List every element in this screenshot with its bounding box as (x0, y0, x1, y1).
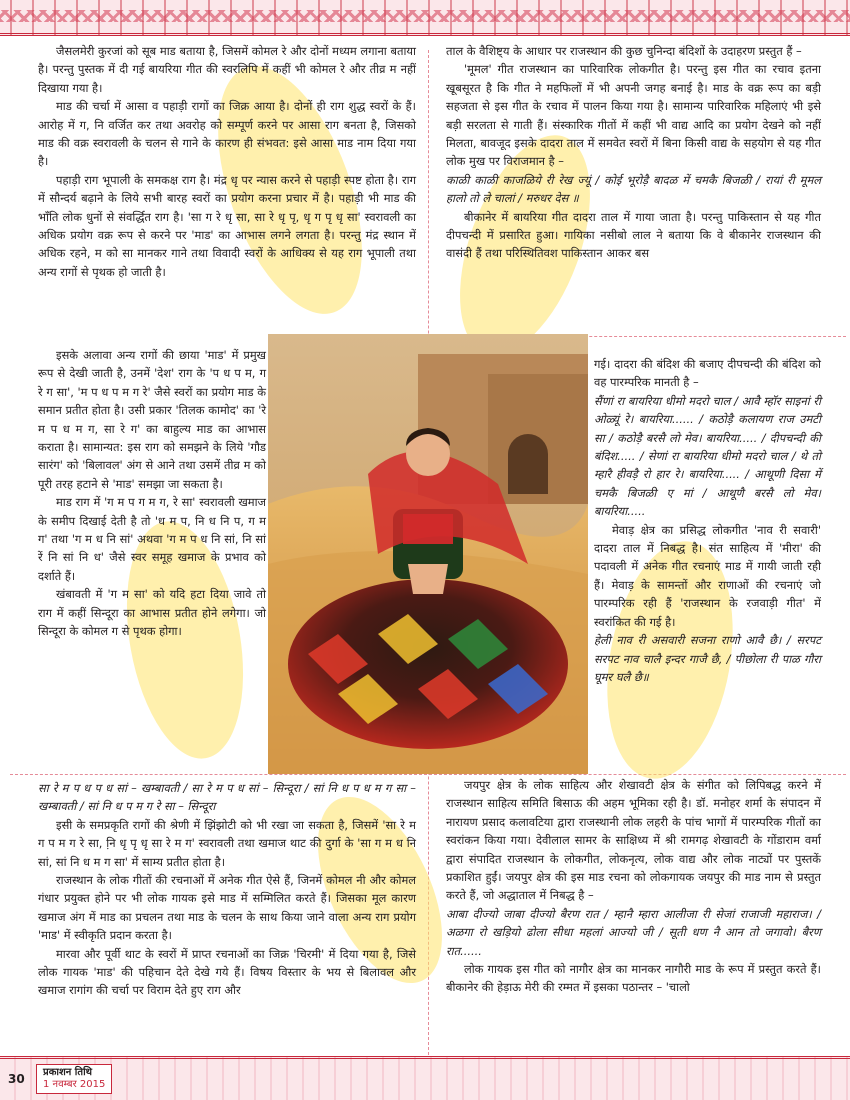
section-divider (10, 774, 846, 775)
paragraph: 'मूमल' गीत राजस्थान का पारिवारिक लोकगीत है। परन्तु इस गीत का रचाव इतना खूबसूरत है कि गीत ने महफिलों में भी अपनी जगह बनाई है। माड के वक्र रूप का बड़ी सहजता से इस गीत के रचाव में पालन किया गया है। सामान्य पारिवारिक महिलाएं भी इसे बड़ी सरलता से गाती हैं। संस्कारिक गीतों में कहीं भी वाद्य आदि का प्रयोग देखने को नहीं मिलता, बावजूद इसके दादरा ताल में समवेत स्वरों में बिना किसी वाद्य के सहयोग से यह गीत लोक मुख पर विराजमान है – (446, 62, 821, 169)
paragraph: इसी के समप्रकृति रागों की श्रेणी में झिंझोटी को भी रखा जा सकता है, जिसमें 'सा रे म ग प म ग रे सा, नि़ धृ पृ धृ सा रे म ग' स्वरावली तथा खमाज थाट की दुर्गा के 'सा ग म ध नि सां, सां नि ध म ग सा' में साम्य प्रतीत होता है। (38, 817, 416, 869)
publication-label: प्रकाशन तिथि (43, 1067, 93, 1078)
publication-date: 1 नवम्बर 2015 (43, 1079, 106, 1090)
paragraph: बीकानेर में बायरिया गीत दादरा ताल में गाया जाता है। परन्तु पाकिस्तान से यह गीत दीपचन्दी में प्रसारित हुआ। गायिका नसीबो लाल ने बताया कि वे बीकानेर राजस्थान की वासंदी हैं तथा परिस्थितिवश पाकिस्तान आकर बस (446, 209, 821, 261)
verse: आबा दीज्यो जाबा दीज्यो बैरण रात / म्हानै म्हारा आलीजा री सेजां राजाजी महाराज। / अळगा रो खड़ियो ढोला सीधा महलां आज्यो जी / सूती धण नै आन तो जगावो। बैरण रात...... (446, 906, 821, 958)
verse: सैंणां रा बायरिया धीमो मदरो चाल / आवै म्हॉर साइनां री ओळ्यूं रे। बायरिया...... / कठोड़ै कलायण राज उमटी सा / कठोड़ै बरसै लो मेव। बायरिया..... / दीपचन्दी की बंदिश..... / सेणां रा बायरिया धीमो मदरो चाल / थे तो म्हारै हीवड़ै रो हार रे। बायरिया..... / आथूणी दिसा में चमकै बिजळी ए मां / आथूणै बरसै लो मेव। बायरिया..... (594, 393, 821, 519)
dancer-photo (268, 334, 588, 774)
paragraph: इसके अलावा अन्य रागों की छाया 'माड' में प्रमुख रूप से देखी जाती है, उनमें 'देश' राग के 'प ध प म, ग रे ग सा', 'म प ध प म ग रे' जैसे स्वरों का प्रयोग माड के समान प्रतीत होता है। उसी प्रकार 'तिलक कामोद' का 'रे म प ध म ग, सा रे ग' का बाहुल्य माड का आभास कराता है। सामान्यत: इस राग को समझने के लिये 'गौड सारंग' को 'बिलावल' अंग से आने तथा उसमें तीव्र म को पूरी तरह हटाने से 'माड' समझा जा सकता है। (38, 348, 266, 491)
page-footer (0, 1056, 140, 1100)
paragraph: माड राग में 'ग म प ग म ग, रे सा' स्वरावली खमाज के समीप दिखाई देती है तो 'ध म प, नि ध नि प, ग म ग' तथा 'ग म ध नि सां' अथवा 'ग म प ध नि सां, नि सां रें नि सां नि ध' जैसे स्वर समूह खमाज के प्रभाव को दर्शाते हैं। (38, 495, 266, 583)
paragraph: जैसलमेरी कुरजां को सूब माड बताया है, जिसमें कोमल रे और दोनों मध्यम लगाना बताया है। परन्तु पुस्तक में दी गई बायरिया गीत की स्वरलिपि में कहीं भी कोमल रे और तीव्र म नहीं दिखाया गया है। (38, 44, 416, 95)
article-column-right-bottom (446, 776, 821, 997)
paragraph: राजस्थान के लोक गीतों की रचनाओं में अनेक गीत ऐसे हैं, जिनमें कोमल नी और कोमल गंधार प्रयुक्त होने पर भी लोक गायक इसे माड में सम्मिलित करते हैं। जिसका मूल कारण खमाज अंग में माड का प्रचलन तथा माड के चलन के साथ किया जाने वाला अन्य राग प्रयोग 'माड' में स्वीकृति प्रदान करता है। (38, 873, 416, 943)
article-column-right-top (446, 42, 821, 263)
paragraph: मेवाड़ क्षेत्र का प्रसिद्ध लोकगीत 'नाव री सवारी' दादरा ताल में निबद्ध है। संत साहित्य में 'मीरा' की पदावली में अनेक गीत रचनाएं माड में गायी जाती रही हैं। मेवाड़ के सामन्तों और राणाओं की रचनाएं जो पारम्परिक रही हैं 'राजस्थान के रजवाड़ी गीत' में स्वरांकित की गई है। (594, 522, 821, 629)
paragraph: खंबावती में 'ग म सा' को यदि हटा दिया जावे तो राग में कहीं सिन्दूरा का आभास प्रतीत होने लगेगा। जो सिन्दूरा के कोमल ग से पृथक होगा। (38, 587, 266, 639)
paragraph: मारवा और पूर्वी थाट के स्वरों में प्राप्त रचनाओं का जिक्र 'चिरमी' में दिया गया है, जिसे लोक गायक 'माड' की पहिचान देते देखे गये हैं। विषय विस्तार के भय से बिलावल और खमाज रागांग की चर्चा पर विराम देते हुए राग और (38, 946, 416, 998)
verse: हेली नाव री असवारी सजना राणो आवै छै। / सरपट सरपट नाव चालै इन्दर गाजै छै, / पीछोला री पाळ गौरा घूमर घलै छै॥ (594, 633, 821, 684)
paragraph: जयपुर क्षेत्र के लोक साहित्य और शेखावटी क्षेत्र के संगीत को लिपिबद्ध करने में राजस्थान साहित्य समिति बिसाऊ की अहम भूमिका रही है। डॉ. मनोहर शर्मा के संपादन में नारायण प्रसाद कलावटिया द्वारा राजस्थानी लोक लहरी के पांच भागों में पारम्परिक गीतों का स्वरांकन किया गया। देवीलाल सामर के साक्षिध्य में श्री रामगढ़ शेखावटी के गोंडाराम वर्मा द्वारा संपादित राजस्थान के लोकगीत, लोकनृत्य, लोक वाद्य और लोक नाट्यों पर पुस्तकें प्रकाशित हुईं। जयपुर क्षेत्र की इस माड रचना को लोकगायक जयपुर की माड नाम से प्रस्तुत करते हैं, जो अद्धाताल में निबद्ध है – (446, 778, 821, 903)
article-column-left-mid (38, 346, 266, 641)
article-column-right-mid (594, 355, 821, 686)
verse: सा रे म प ध प ध सां – खम्बावती / सा रे म प ध सां – सिन्दूरा / सां नि ध प ध म ग सा – खम्बावती / सां नि ध प म ग रे सा – सिन्दूरा (38, 781, 416, 814)
paragraph: ताल के वैशिष्ट्य के आधार पर राजस्थान की कुछ चुनिन्दा बंदिशों के उदाहरण प्रस्तुत हैं – (446, 44, 802, 58)
paragraph: पहाड़ी राग भूपाली के समकक्ष राग है। मंद्र धृ पर न्यास करने से पहाड़ी स्पष्ट होता है। राग में सौन्दर्य बढ़ाने के लिये सभी बारह स्वरों का प्रयोग करना प्रचार में है। पहाड़ी भी माड की भाँति लोक धुनों से संवर्द्धित राग है। 'सा ग रे धृ सा, सा रे धृ पृ, धृ ग पृ धृ सा' स्वरावली का अधिक प्रयोग वक्र रूप से करने पर 'माड' का आभास लगने लगता है। परन्तु मंद्र स्थान में अधिक रहने, म को सा मानकर गाने तथा विवादी स्वरों के आधिक्य से यह राग भूपाली तथा अन्य रागों से पृथक हो जाती है। (38, 172, 416, 279)
publication-badge (36, 1064, 112, 1094)
decorative-border-top (0, 0, 850, 36)
paragraph: माड की चर्चा में आसा व पहाड़ी रागों का जिक्र आया है। दोनों ही राग शुद्ध स्वरों के हैं। आरोह में ग, नि वर्जित कर तथा अवरोह को सम्पूर्ण करने पर आसा राग बनता है, जिसको माड की वक्र स्वरावली के चलन से गाने के कारण ही संभवत: इसे आसा माड नाम दिया गया है। (38, 99, 416, 169)
paragraph: लोक गायक इस गीत को नागौर क्षेत्र का मानकर नागौरी माड के रूप में प्रस्तुत करते हैं। बीकानेर की हेड़ाऊ मेरी की रम्मत में इसका पठान्तर – 'चालो (446, 962, 821, 995)
article-column-left-bottom (38, 779, 416, 1000)
page-number: 30 (8, 1072, 25, 1086)
paragraph: गई। दादरा की बंदिश की बजाए दीपचन्दी की बंदिश को वह पारम्परिक मानती है – (594, 357, 821, 390)
verse: काळी काळी काजळिये री रेख ज्यूं / कोई भूरोड़ै बादळ में चमकै बिजळी / रायां री मूमल हालो तो ले चालां / मरुधर देस ॥ (446, 172, 821, 206)
article-column-left-top (38, 42, 416, 281)
